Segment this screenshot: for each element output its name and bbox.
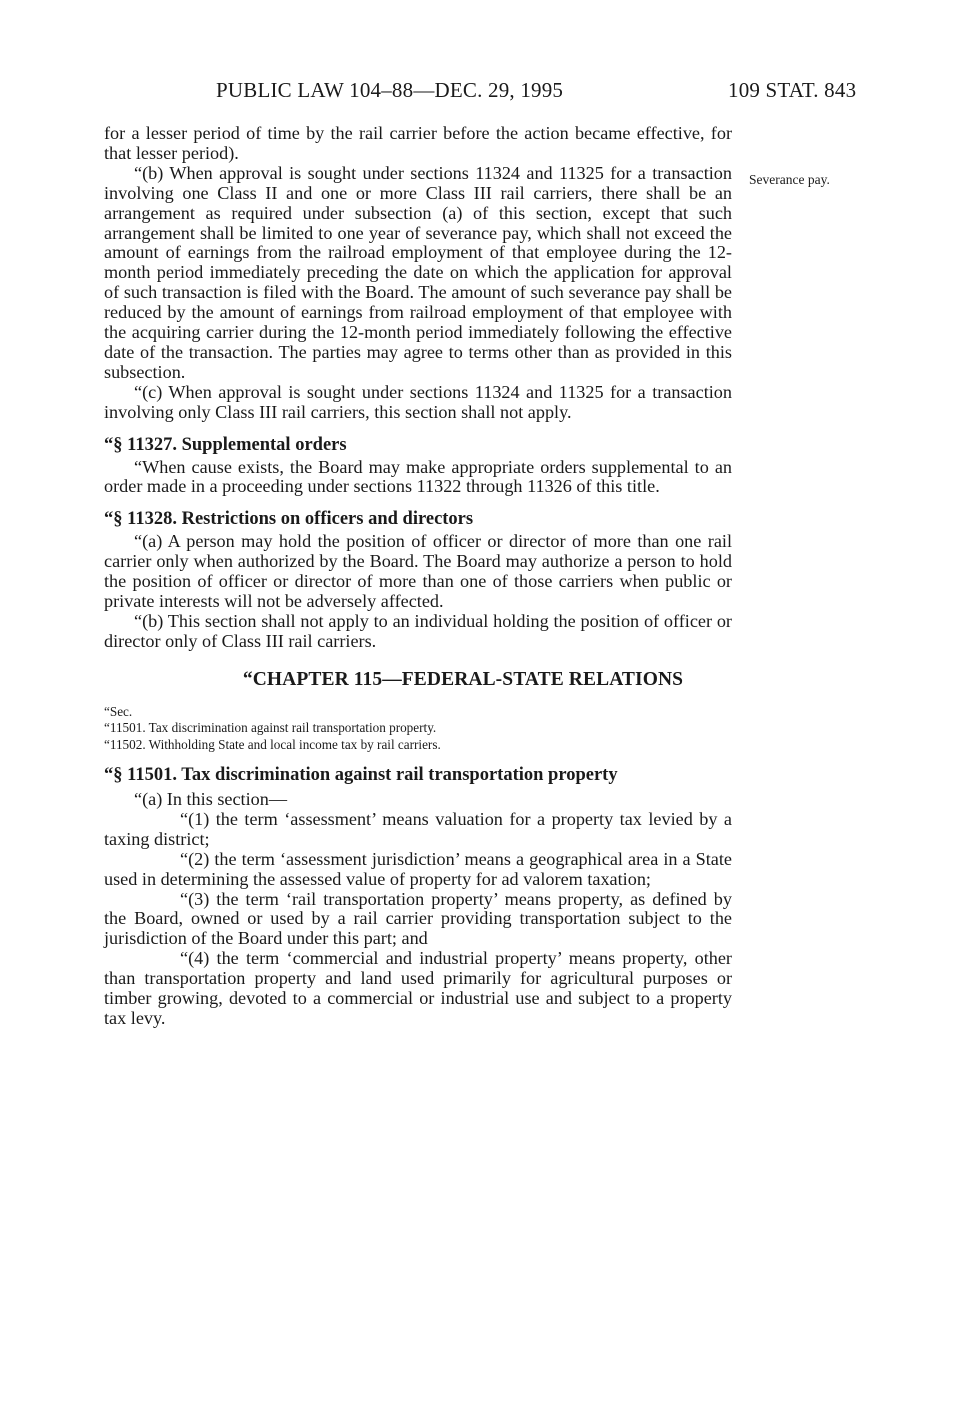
section-heading-11327: “§ 11327. Supplemental orders — [104, 434, 347, 455]
paragraph-subsection-b: “(b) When approval is sought under sections 11324 and 11325 for a transaction involving one Class II and one or more Class III rail carriers, there shall be an arrangement as required under subsection (a) of this section, except that such arrangement shall be limited to one year of severance pay, which shall not exceed the amount of earnings from the railroad employment of that employee during the 12-month period immediately preceding the date on which the application for approval of such transaction is filed with the Board. The amount of such severance pay shall be reduced by the amount of earnings from railroad employment of that employee with the acquiring carrier during the 12-month period immediately following the effective date of the transaction. The parties may agree to terms other than as provided in this subsection. — [104, 162, 732, 382]
margin-note-severance-pay: Severance pay. — [749, 172, 830, 187]
paragraph-definition-1: “(1) the term ‘assessment’ means valuation for a property tax levied by a taxing district; — [104, 808, 732, 849]
public-law-citation: PUBLIC LAW 104–88—DEC. 29, 1995 — [216, 78, 564, 102]
paragraph-subsection-c: “(c) When approval is sought under sections 11324 and 11325 for a transaction involving only Class III rail carriers, this section shall not apply. — [104, 381, 732, 422]
paragraph-definition-4: “(4) the term ‘commercial and industrial property’ means property, other than transportation property and land used primarily for agricultural purposes or timber growing, devoted to a commercial or industrial use and subject to a property tax levy. — [104, 948, 732, 1028]
toc-sec-label: “Sec. — [104, 703, 133, 719]
paragraph-11328-a: “(a) A person may hold the position of officer or director of more than one rail carrier only when authorized by the Board. The Board may authorize a person to hold the position of officer or director of more than one of those carriers when public or private interests will not be adversely affected. — [104, 531, 732, 611]
paragraph-supplemental-orders: “When cause exists, the Board may make appropriate orders supplemental to an order made in a proceeding under sections 11322 through 11326 of this title. — [104, 456, 732, 497]
statute-page-number: 109 STAT. 843 — [728, 78, 857, 102]
body-text — [104, 124, 732, 1029]
paragraph-definition-3: “(3) the term ‘rail transportation property’ means property, as defined by the Board, owned or used by a rail carrier providing transportation subject to the jurisdiction of the Board under this part; and — [104, 888, 732, 949]
section-heading-11501: “§ 11501. Tax discrimination against rail transportation property — [104, 765, 618, 786]
toc-entry-11502: “11502. Withholding State and local income tax by rail carriers. — [104, 736, 441, 752]
chapter-table-of-contents — [104, 704, 732, 754]
paragraph-11501-a: “(a) In this section— — [134, 788, 288, 809]
paragraph-11328-b: “(b) This section shall not apply to an individual holding the position of officer or director only of Class III rail carriers. — [104, 610, 732, 651]
running-header — [0, 78, 954, 106]
toc-entry-11501: “11501. Tax discrimination against rail transportation property. — [104, 720, 437, 736]
paragraph-definition-2: “(2) the term ‘assessment jurisdiction’ means a geographical area in a State used in determining the assessed value of property for ad valorem taxation; — [104, 848, 732, 889]
paragraph-continuation: for a lesser period of time by the rail carrier before the action became effective, for that lesser period). — [104, 123, 732, 163]
chapter-heading: “CHAPTER 115—FEDERAL-STATE RELATIONS — [242, 668, 684, 690]
section-heading-11328: “§ 11328. Restrictions on officers and directors — [104, 509, 474, 530]
